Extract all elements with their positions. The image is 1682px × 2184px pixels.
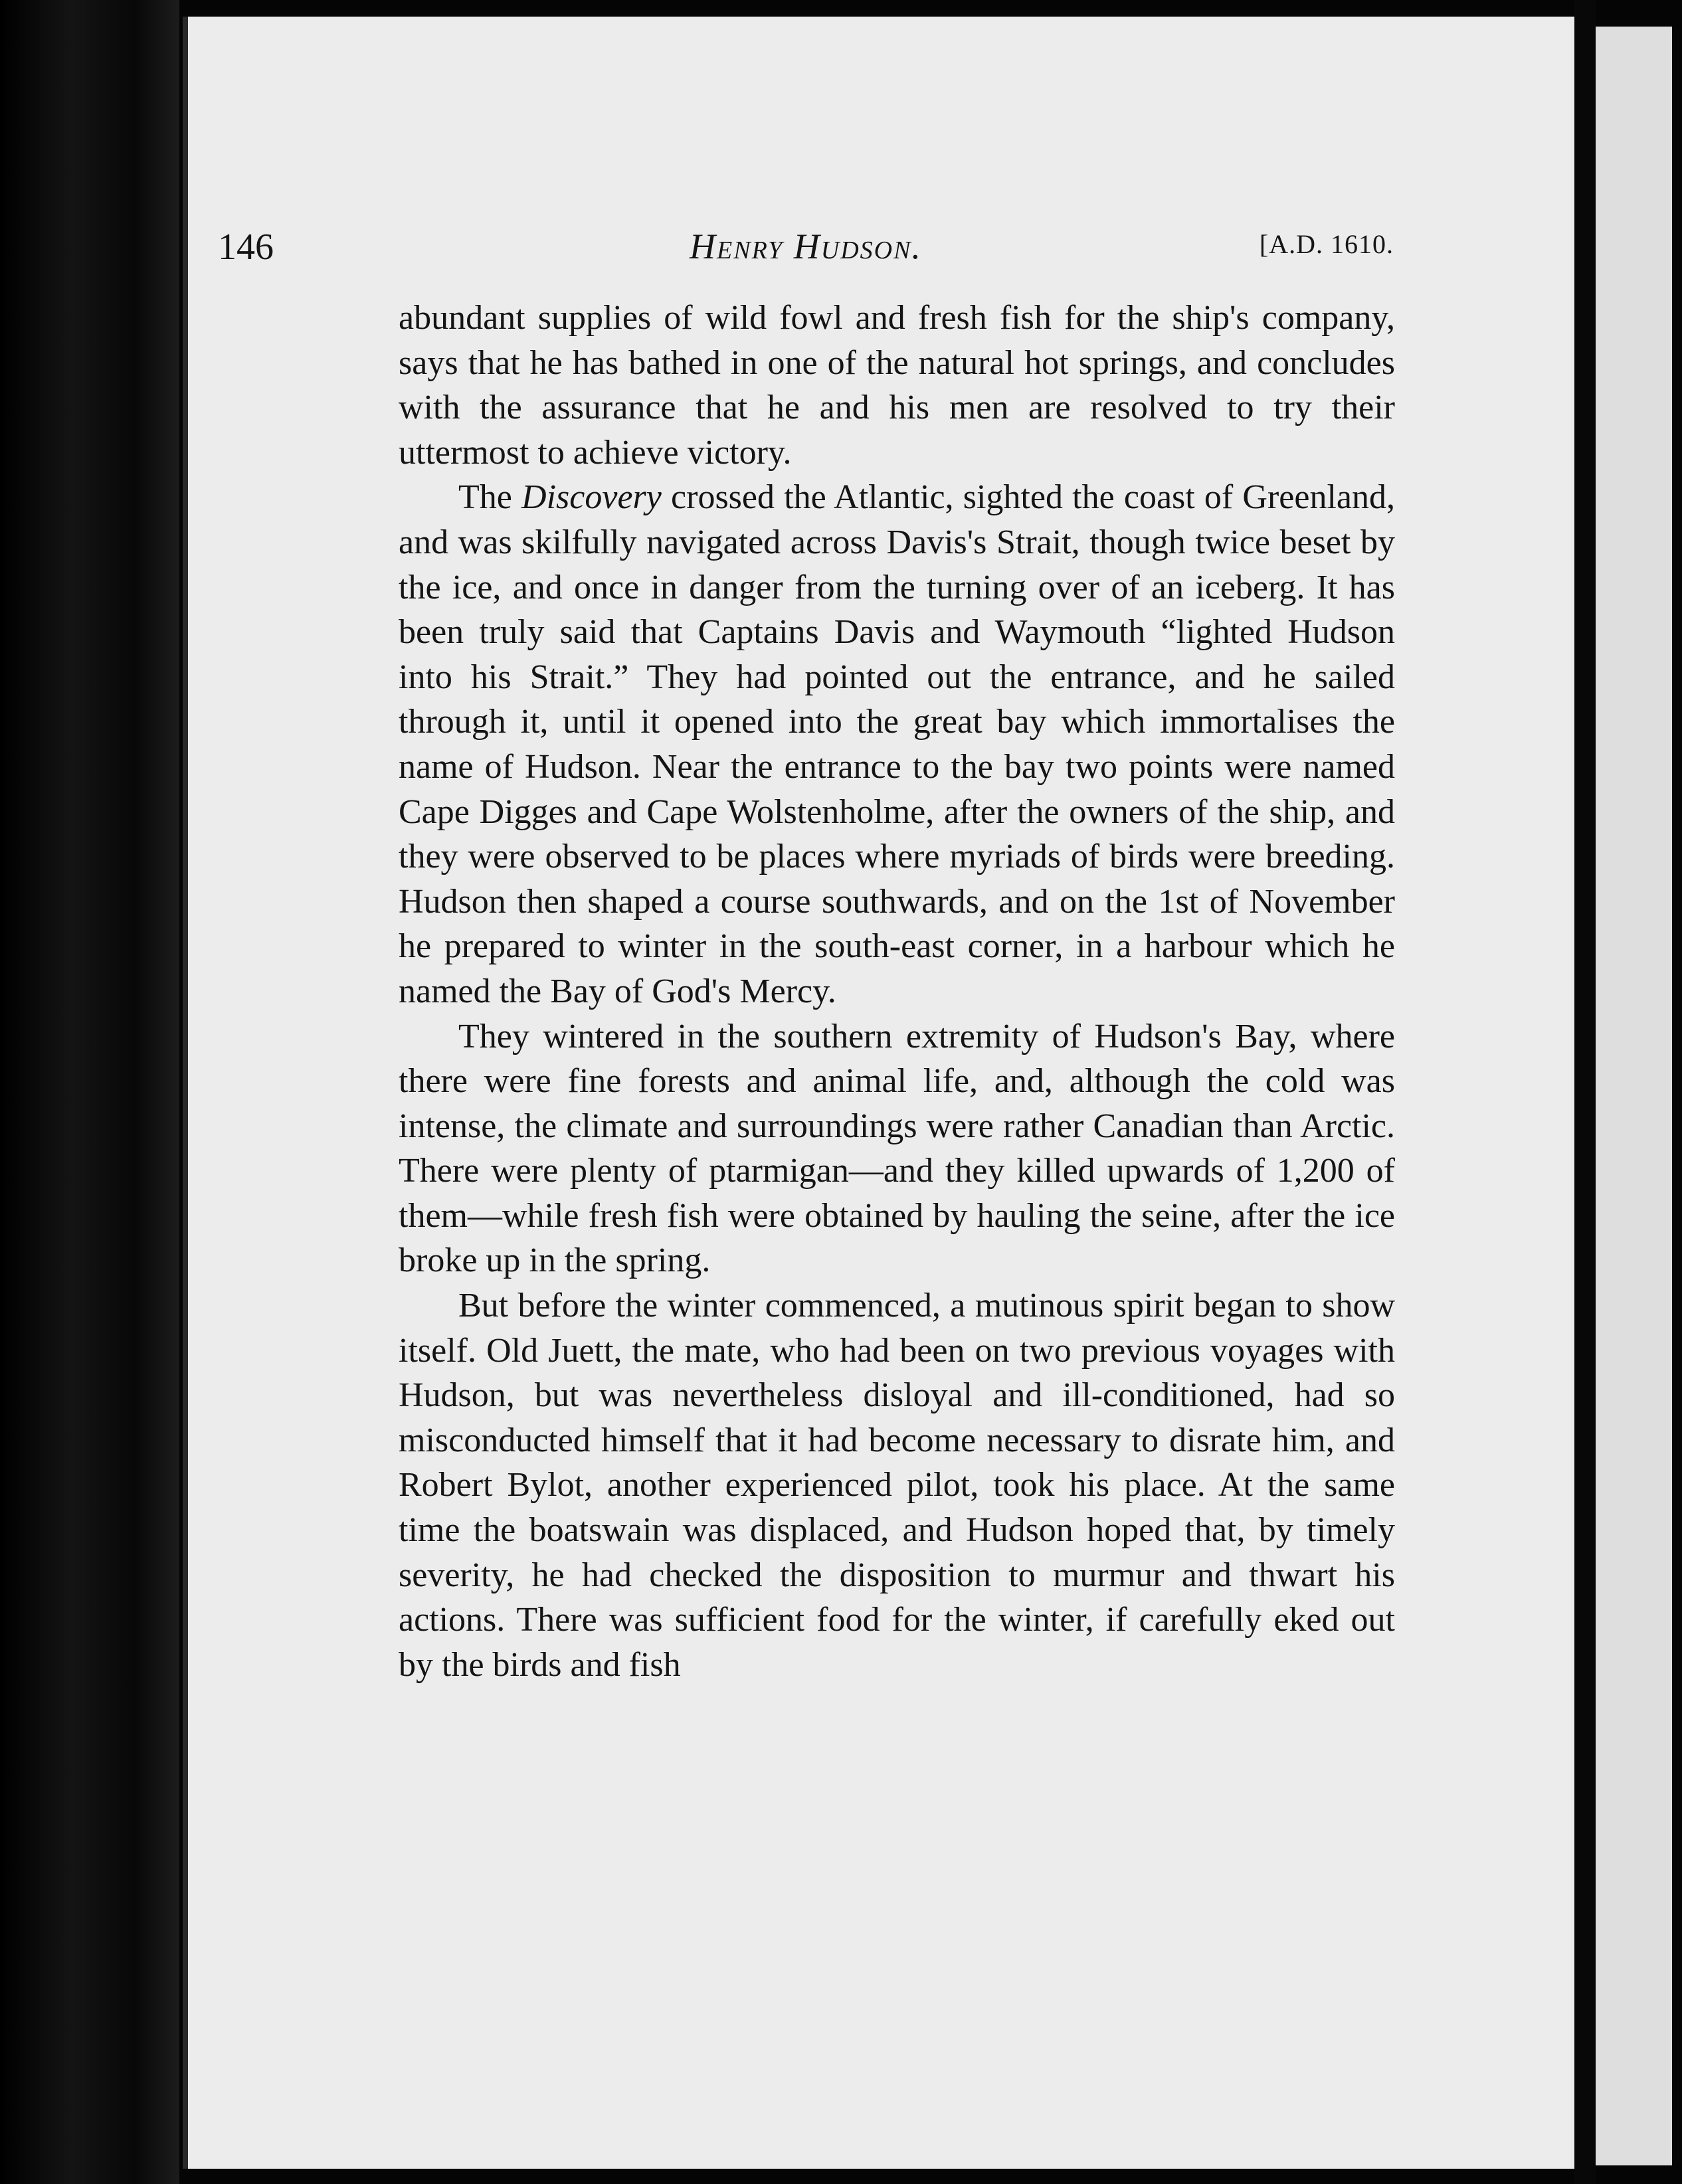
paragraph-1: abundant supplies of wild fowl and fresh fish for the ship's company, says that he has bathed in one of the natural hot springs, and concludes with the assurance that he and his men are resolved to try their uttermost to achieve victory. (399, 299, 1395, 472)
book-gutter (1574, 0, 1596, 2184)
page-number: 146 (218, 227, 274, 268)
running-title: Henry Hudson. (690, 227, 922, 266)
book-left-edge (0, 0, 179, 2184)
page-text (399, 296, 1395, 1687)
paragraph-2: The Discovery crossed the Atlantic, sighted the coast of Greenland, and was skilfully navigated across Davis's Strait, though twice beset by the ice, and once in danger from the turning over of an iceberg. It has been truly said that Captains Davis and Waymouth “lighted Hudson into his Strait.” They had pointed out the entrance, and he sailed through it, until it opened into the great bay which immortalises the name of Hudson. Near the entrance to the bay two points were named Cape Digges and Cape Wolstenholme, after the owners of the ship, and they were observed to be places where myriads of birds were breeding. Hudson then shaped a course southwards, and on the 1st of November he prepared to winter in the south-east corner, in a harbour which he named the Bay of God's Mercy. (399, 478, 1395, 1010)
page-header (218, 219, 1394, 279)
date-mark: [A.D. 1610. (1259, 229, 1394, 259)
facing-page-edge (1596, 27, 1672, 2165)
paragraph-4: But before the winter commenced, a mutinous spirit began to show itself. Old Juett, the mate, who had been on two previous voyages with Hudson, but was nevertheless disloyal and ill-conditioned, had so misconducted himself that it had become necessary to disrate him, and Robert Bylot, another experienced pilot, took his place. At the same time the boatswain was displaced, and Hudson hoped that, by timely severity, he had checked the disposition to murmur and thwart his actions. There was sufficient food for the winter, if carefully eked out by the birds and fish (399, 1287, 1395, 1684)
paragraph-3: They wintered in the southern extremity of Hudson's Bay, where there were fine forests and animal life, and, although the cold was intense, the climate and surroundings were rather Canadian than Arctic. There were plenty of ptarmigan—and they killed upwards of 1,200 of them—while fresh fish were obtained by hauling the seine, after the ice broke up in the spring. (399, 1017, 1395, 1280)
